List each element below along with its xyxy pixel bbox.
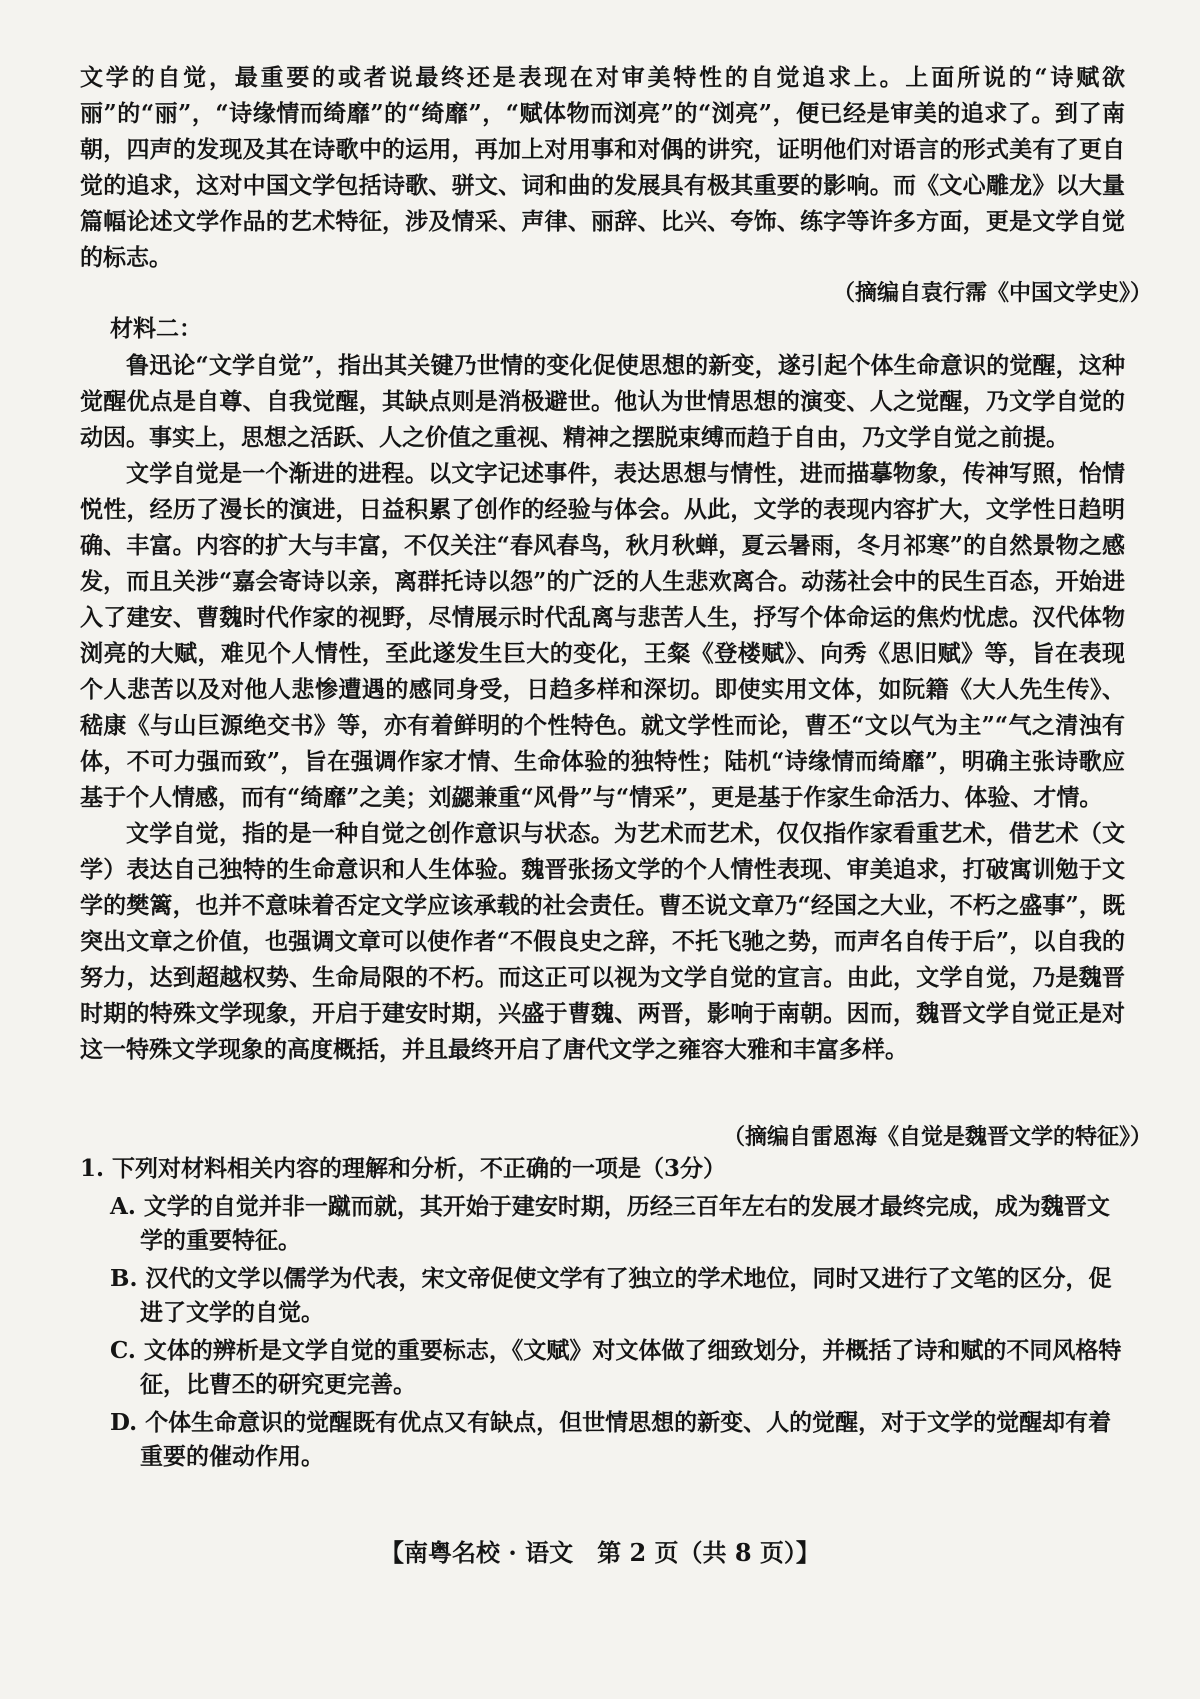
material-two-heading: 材料二：	[110, 315, 202, 342]
page-footer: 【南粤名校 · 语文 第 2 页（共 8 页）】	[380, 1538, 820, 1567]
passage-one-ending	[80, 60, 1125, 276]
source-citation-two: （摘编自雷恩海《自觉是魏晋文学的特征》）	[722, 1124, 1152, 1150]
option-a: A. 文学的自觉并非一蹴而就，其开始于建安时期，历经三百年左右的发展才最终完成，成为魏晋文学的重要特征。	[110, 1193, 1110, 1254]
option-d: D. 个体生命意识的觉醒既有优点又有缺点，但世情思想的新变、人的觉醒，对于文学的觉醒却有着重要的催动作用。	[110, 1409, 1112, 1470]
material-two-body	[80, 348, 1125, 1068]
question-1	[80, 1152, 1125, 1474]
option-c: C. 文体的辨析是文学自觉的重要标志，《文赋》对文体做了细致划分，并概括了诗和赋的不同风格特征，比曹丕的研究更完善。	[110, 1337, 1122, 1398]
paragraph: 文学自觉是一个渐进的进程。以文字记述事件，表达思想与情性，进而描摹物象，传神写照，怡情悦性，经历了漫长的演进，日益积累了创作的经验与体会。从此，文学的表现内容扩大，文学性日趋明确、丰富。内容的扩大与丰富，不仅关注“春风春鸟，秋月秋蝉，夏云暑雨，冬月祁寒”的自然景物之感发，而且关涉“嘉会寄诗以亲，离群托诗以怨”的广泛的人生悲欢离合。动荡社会中的民生百态，开始进入了建安、曹魏时代作家的视野，尽情展示时代乱离与悲苦人生，抒写个体命运的焦灼忧虑。汉代体物浏亮的大赋，难见个人情性，至此遂发生巨大的变化，王粲《登楼赋》、向秀《思旧赋》等，旨在表现个人悲苦以及对他人悲惨遭遇的感同身受，日趋多样和深切。即使实用文体，如阮籍《大人先生传》、嵇康《与山巨源绝交书》等，亦有着鲜明的个性特色。就文学性而论，曹丕“文以气为主”“气之清浊有体，不可力强而致”，旨在强调作家才情、生命体验的独特性；陆机“诗缘情而绮靡”，明确主张诗歌应基于个人情感，而有“绮靡”之美；刘勰兼重“风骨”与“情采”，更是基于作家生命活力、体验、才情。	[80, 460, 1125, 811]
paragraph: 鲁迅论“文学自觉”，指出其关键乃世情的变化促使思想的新变，遂引起个体生命意识的觉醒，这种觉醒优点是自尊、自我觉醒，其缺点则是消极避世。他认为世情思想的演变、人之觉醒，乃文学自觉的动因。事实上，思想之活跃、人之价值之重视、精神之摆脱束缚而趋于自由，乃文学自觉之前提。	[80, 352, 1125, 451]
question-stem: 1. 下列对材料相关内容的理解和分析，不正确的一项是（3分）	[80, 1155, 727, 1182]
option-b: B. 汉代的文学以儒学为代表，宋文帝促使文学有了独立的学术地位，同时又进行了文笔的区分，促进了文学的自觉。	[110, 1265, 1112, 1326]
paragraph: 文学的自觉，最重要的或者说最终还是表现在对审美特性的自觉追求上。上面所说的“诗赋欲丽”的“丽”，“诗缘情而绮靡”的“绮靡”，“赋体物而浏亮”的“浏亮”，便已经是审美的追求了。到了南朝，四声的发现及其在诗歌中的运用，再加上对用事和对偶的讲究，证明他们对语言的形式美有了更自觉的追求，这对中国文学包括诗歌、骈文、词和曲的发展具有极其重要的影响。而《文心雕龙》以大量篇幅论述文学作品的艺术特征，涉及情采、声律、丽辞、比兴、夸饰、练字等许多方面，更是文学自觉的标志。	[80, 64, 1125, 271]
paragraph: 文学自觉，指的是一种自觉之创作意识与状态。为艺术而艺术，仅仅指作家看重艺术，借艺术（文学）表达自己独特的生命意识和人生体验。魏晋张扬文学的个人情性表现、审美追求，打破寓训勉于文学的樊篱，也并不意味着否定文学应该承载的社会责任。曹丕说文章乃“经国之大业，不朽之盛事”，既突出文章之价值，也强调文章可以使作者“不假良史之辞，不托飞驰之势，而声名自传于后”，以自我的努力，达到超越权势、生命局限的不朽。而这正可以视为文学自觉的宣言。由此，文学自觉，乃是魏晋时期的特殊文学现象，开启于建安时期，兴盛于曹魏、两晋，影响于南朝。因而，魏晋文学自觉正是对这一特殊文学现象的高度概括，并且最终开启了唐代文学之雍容大雅和丰富多样。	[80, 820, 1125, 1063]
source-citation-one: （摘编自袁行霈《中国文学史》）	[832, 280, 1152, 306]
